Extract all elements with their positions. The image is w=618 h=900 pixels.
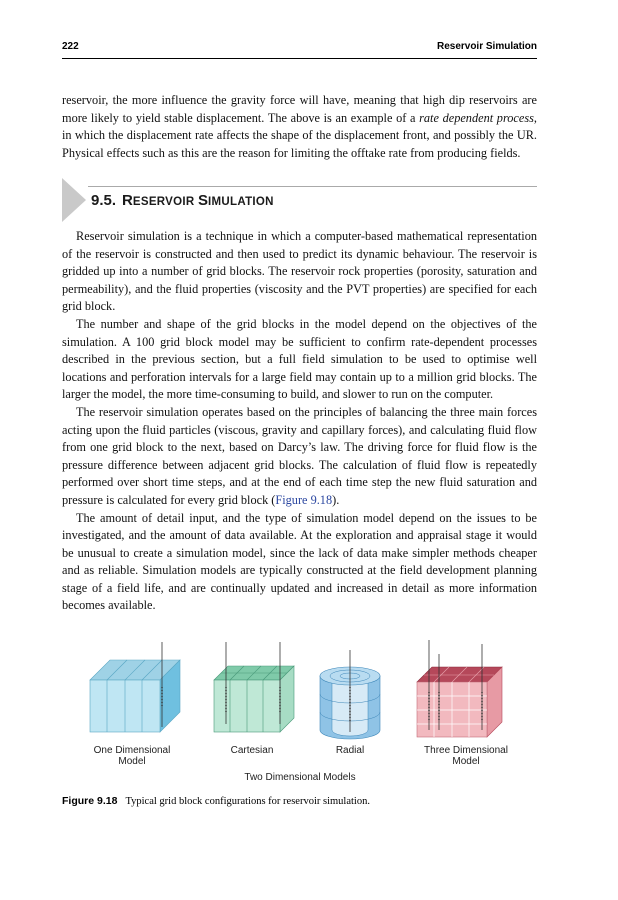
paragraph-2: The number and shape of the grid blocks in the model depend on the objectives of the simulation. A 100 grid block model may be sufficient to confirm rate-dependent processes described in the previous section, but a full field simulation to be used to optimise well locations and perforation intervals for a large field may contain up to a million grid blocks. The larger the model, the more time-consuming to build, and slower to run on the computer. [62,316,537,402]
caption-text: Typical grid block configurations for reservoir simulation. [125,796,370,807]
label-cartesian: Cartesian [230,745,274,756]
page-number: 222 [62,41,79,52]
cartesian-model [214,642,294,732]
label-three-dimensional: Three Dimensional Model [424,745,508,767]
radial-model [320,650,380,739]
running-head [62,40,537,59]
label-two-dimensional: Two Dimensional Models [244,772,356,783]
running-title: Reservoir Simulation [436,41,537,52]
label-radial: Radial [335,745,365,756]
three-dimensional-model [417,640,502,737]
intro-paragraph: reservoir, the more influence the gravity force will have, meaning that high dip reservoirs are more likely to yield stable displacement. The above is an example of a rate dependent process, in which the displacement rate affects the shape of the displacement front, and possibly the UR. Physical effects such as this are the reason for limiting the offtake rate from producing fields. [62,93,537,160]
section-body [62,228,537,615]
one-dimensional-model [90,642,180,732]
paragraph-3: The reservoir simulation operates based on the principles of balancing the three main forces acting upon the fluid particles (viscous, gravity and capillary forces), and calculating fluid flow from one grid block to the next, based on Darcy’s law. The driving force for fluid flow is the pressure difference between adjacent grid blocks. The calculation of fluid flow is repeatedly performed over short time steps, and at the end of each time step the new fluid saturation and pressure is calculated for every grid block (Figure 9.18). [62,404,537,507]
intro-italic: rate dependent process [419,110,534,125]
intro-text [62,92,537,162]
figure-9-18 [62,632,537,792]
figure-reference-link[interactable]: Figure 9.18 [275,492,333,507]
label-one-dimensional: One Dimensional Model [93,745,171,767]
caption-label: Figure 9.18 [62,795,118,807]
figure-caption [62,795,537,807]
section-rule [88,186,537,187]
section-arrow-icon [62,178,86,222]
section-heading: 9.5. RESERVOIR SIMULATION [91,192,274,209]
paragraph-4: The amount of detail input, and the type of simulation model depend on the issues to be investigated, and the amount of data available. At the exploration and appraisal stage it would be unusual to create a simulation model, since the lack of data make simpler methods cheaper and as reliable. Simulation models are typically constructed at the field development planning stage of a field life, and are continually updated and increased in detail as more information becomes available. [62,510,537,613]
section-number: 9.5. [91,192,117,209]
paragraph-1: Reservoir simulation is a technique in which a computer-based mathematical representation of the reservoir is constructed and then used to predict its dynamic behaviour. The reservoir is gridded up into a number of grid blocks. The reservoir rock properties (porosity, saturation and permeability), and the fluid properties (viscosity and the PVT properties) are specified for each grid block. [62,229,537,314]
grid-models-illustration [62,632,537,757]
